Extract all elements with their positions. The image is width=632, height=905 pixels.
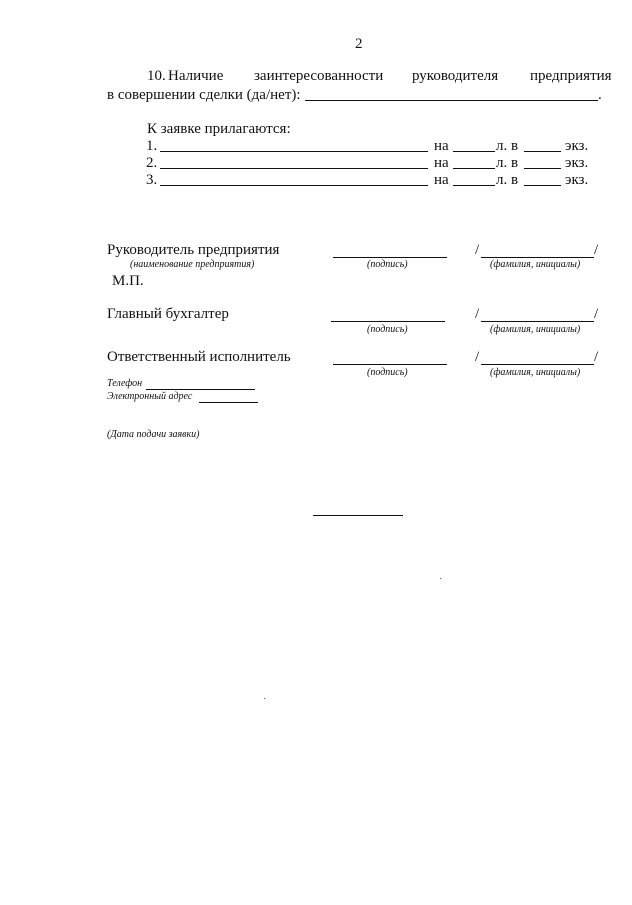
closing-rule: [313, 515, 403, 516]
head-signature-field[interactable]: [333, 257, 447, 258]
attachment-na-label: на: [434, 138, 449, 154]
page-number: 2: [355, 36, 363, 52]
head-name-field[interactable]: [481, 257, 594, 258]
accountant-name-field[interactable]: [481, 321, 594, 322]
attachment-sheets-field[interactable]: [453, 185, 495, 186]
stamp-place: М.П.: [112, 273, 144, 289]
attachment-sheets-field[interactable]: [453, 151, 495, 152]
head-signature-caption: (подпись): [367, 259, 408, 270]
attachment-sheets-label: л. в: [496, 155, 519, 171]
email-field[interactable]: [199, 402, 258, 403]
attachment-na-label: на: [434, 155, 449, 171]
head-title: Руководитель предприятия: [107, 242, 280, 258]
head-slash-right: /: [594, 242, 599, 258]
submission-date-label: (Дата подачи заявки): [107, 429, 200, 440]
scan-speck: [440, 578, 441, 579]
accountant-signature-caption: (подпись): [367, 324, 408, 335]
attachment-copies-label: экз.: [565, 155, 589, 171]
attachment-copies-field[interactable]: [524, 168, 561, 169]
attachment-na-label: на: [434, 172, 449, 188]
accountant-signature-field[interactable]: [331, 321, 445, 322]
attachments-heading: К заявке прилагаются:: [147, 121, 291, 137]
attachment-copies-field[interactable]: [524, 185, 561, 186]
executor-title: Ответственный исполнитель: [107, 349, 291, 365]
executor-signature-field[interactable]: [333, 364, 447, 365]
item10-word-3: руководителя: [412, 68, 499, 84]
attachment-sheets-label: л. в: [496, 172, 519, 188]
accountant-title: Главный бухгалтер: [107, 306, 229, 322]
accountant-name-caption: (фамилия, инициалы): [490, 324, 581, 335]
head-name-caption: (фамилия, инициалы): [490, 259, 581, 270]
attachment-name-field[interactable]: [160, 185, 428, 186]
executor-slash-left: /: [475, 349, 480, 365]
item10-word-4: предприятия: [530, 68, 612, 84]
attachment-name-field[interactable]: [160, 168, 428, 169]
attachment-copies-label: экз.: [565, 138, 589, 154]
item10-answer-field[interactable]: [305, 100, 598, 101]
item10-word-2: заинтересованности: [254, 68, 384, 84]
executor-name-caption: (фамилия, инициалы): [490, 367, 581, 378]
accountant-slash-right: /: [594, 306, 599, 322]
attachment-row-number: 2.: [146, 155, 158, 171]
attachment-row-number: 1.: [146, 138, 158, 154]
head-slash-left: /: [475, 242, 480, 258]
attachment-copies-field[interactable]: [524, 151, 561, 152]
item10-period: .: [598, 87, 602, 103]
executor-signature-caption: (подпись): [367, 367, 408, 378]
attachment-name-field[interactable]: [160, 151, 428, 152]
item10-number: 10.: [147, 68, 166, 84]
executor-name-field[interactable]: [481, 364, 594, 365]
scan-speck: [264, 698, 265, 699]
attachment-sheets-label: л. в: [496, 138, 519, 154]
email-label: Электронный адрес: [107, 391, 193, 402]
attachment-sheets-field[interactable]: [453, 168, 495, 169]
attachment-copies-label: экз.: [565, 172, 589, 188]
accountant-slash-left: /: [475, 306, 480, 322]
head-subtitle: (наименование предприятия): [130, 259, 255, 270]
attachment-row-number: 3.: [146, 172, 158, 188]
phone-label: Телефон: [107, 378, 143, 389]
phone-field[interactable]: [146, 389, 255, 390]
item10-line2: в совершении сделки (да/нет):: [107, 87, 301, 103]
executor-slash-right: /: [594, 349, 599, 365]
item10-word-1: Наличие: [168, 68, 224, 84]
